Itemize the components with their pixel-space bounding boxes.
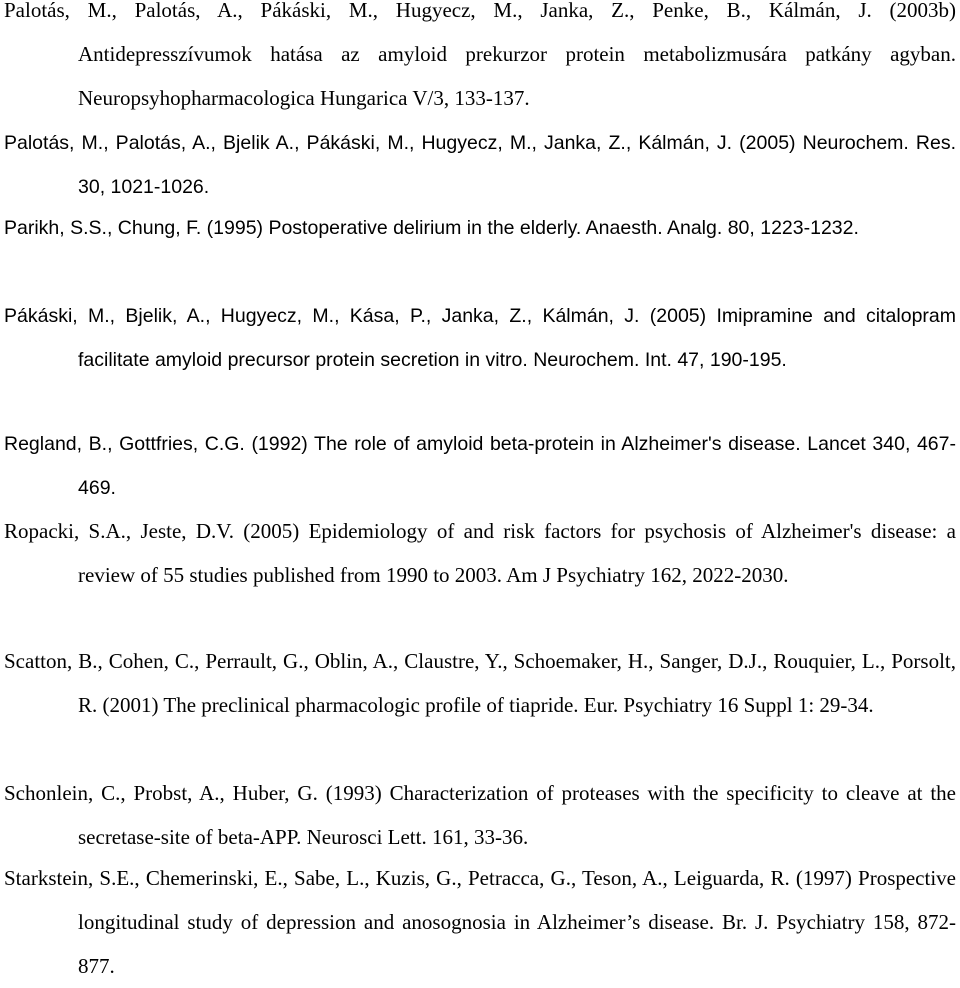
- reference-entry: Ropacki, S.A., Jeste, D.V. (2005) Epidemiology of and risk factors for psychosis of Alzheimer's disease: a review of 55 studies published from 1990 to 2003. Am J Psychiatry 162, 2022-2030.: [4, 519, 956, 587]
- reference-entry: Parikh, S.S., Chung, F. (1995) Postoperative delirium in the elderly. Anaesth. Analg. 80, 1223-1232.: [4, 217, 859, 239]
- reference-entry: Schonlein, C., Probst, A., Huber, G. (1993) Characterization of proteases with the specificity to cleave at the secretase-site of beta-APP. Neurosci Lett. 161, 33-36.: [4, 781, 956, 849]
- reference-entry: Regland, B., Gottfries, C.G. (1992) The role of amyloid beta-protein in Alzheimer's disease. Lancet 340, 467-469.: [4, 433, 956, 499]
- reference-entry: Palotás, M., Palotás, A., Bjelik A., Pákáski, M., Hugyecz, M., Janka, Z., Kálmán, J. (2005) Neurochem. Res. 30, 1021-1026.: [4, 132, 956, 198]
- reference-entry: Pákáski, M., Bjelik, A., Hugyecz, M., Kása, P., Janka, Z., Kálmán, J. (2005) Imipramine and citalopram facilitate amyloid precursor protein secretion in vitro. Neurochem. Int. 47, 190-195.: [4, 305, 956, 371]
- reference-entry: Starkstein, S.E., Chemerinski, E., Sabe, L., Kuzis, G., Petracca, G., Teson, A., Leiguarda, R. (1997) Prospective longitudinal study of depression and anosognosia in Alzheimer’s disease. Br. J. Psychiatry 158, 872-877.: [4, 866, 956, 978]
- reference-entry: Palotás, M., Palotás, A., Pákáski, M., Hugyecz, M., Janka, Z., Penke, B., Kálmán, J. (2003b) Antidepresszívumok hatása az amyloid prekurzor protein metabolizmusára patkány agyban. Neuropsyhopharmacologica Hungarica V/3, 133-137.: [4, 0, 956, 110]
- reference-entry: Scatton, B., Cohen, C., Perrault, G., Oblin, A., Claustre, Y., Schoemaker, H., Sanger, D.J., Rouquier, L., Porsolt, R. (2001) The preclinical pharmacologic profile of tiapride. Eur. Psychiatry 16 Suppl 1: 29-34.: [4, 649, 956, 717]
